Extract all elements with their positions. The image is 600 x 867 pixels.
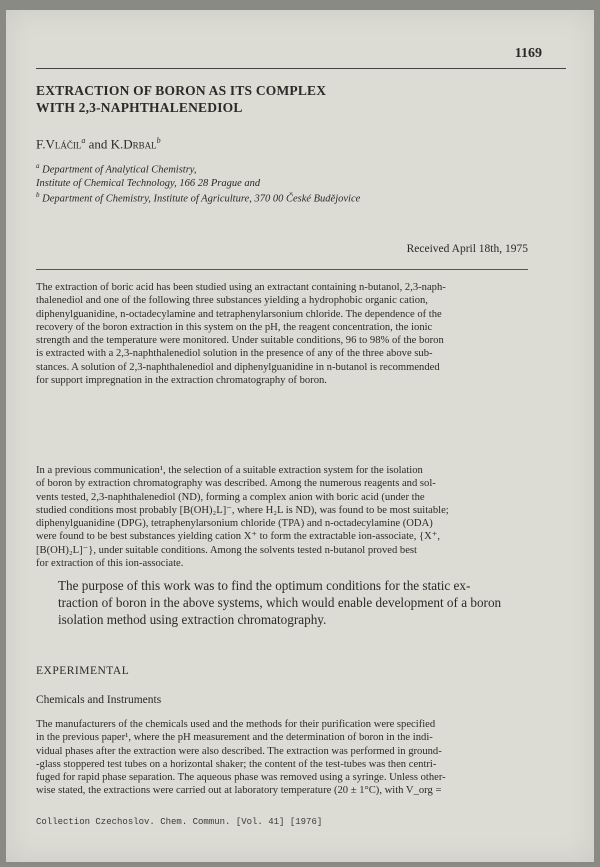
intro-line: In a previous communication¹, the selection of a suitable extraction system for the isolation xyxy=(36,465,423,476)
experimental-line: The manufacturers of the chemicals used and the methods for their purification were specified xyxy=(36,719,436,730)
affiliation-b xyxy=(36,189,360,206)
author-name: K.Drbal xyxy=(110,136,157,152)
received-date: Received April 18th, 1975 xyxy=(406,243,528,255)
experimental-line: -glass stoppered test tubes on a horizontal shaker; the content of the test-tubes was then centri- xyxy=(36,758,437,770)
intro-line: studied conditions most probably [B(OH)₂L]⁻, where H₂L is ND), was found to be most suitable; xyxy=(36,504,449,516)
title-line: EXTRACTION OF BORON AS ITS COMPLEX xyxy=(36,83,327,98)
journal-page xyxy=(6,10,594,862)
abstract-line: thalenediol and one of the following three substances yielding a hydrophobic organic cation, xyxy=(36,295,428,307)
section-heading: EXPERIMENTAL xyxy=(36,665,130,677)
article-title xyxy=(36,82,456,116)
intro-line: [B(OH)₂L]⁻}, under suitable conditions. Among the solvents tested n-butanol proved best xyxy=(36,544,417,556)
experimental-line: fuged for rapid phase separation. The aqueous phase was removed using a syringe. Unless other- xyxy=(36,772,446,784)
affiliation-a xyxy=(36,160,260,190)
affiliation-text: Institute of Chemical Technology, 166 28 Prague and xyxy=(36,177,261,189)
purpose-line: traction of boron in the above systems, which would enable development of a boron xyxy=(58,595,502,610)
abstract-line: stances. A solution of 2,3-naphthalenediol and diphenylguanidine in n-butanol is recommended xyxy=(36,361,440,373)
intro-line: diphenylguanidine (DPG), tetraphenylarsonium chloride (TPA) and n-octadecylamine (ODA) xyxy=(36,518,433,530)
experimental-line: wise stated, the extractions were carried out at laboratory temperature (20 ± 1°C), with V_org = xyxy=(36,785,442,797)
affiliation-text: Department of Analytical Chemistry, xyxy=(39,164,197,176)
affiliation-marker: a xyxy=(36,162,40,170)
abstract-rule xyxy=(36,269,528,270)
abstract-line: The extraction of boric acid has been studied using an extractant containing n-butanol, 2,3-naph- xyxy=(36,282,446,293)
author-joiner: and xyxy=(85,136,111,152)
abstract-line: diphenylguanidine, n-octadecylamine and tetraphenylarsonium chloride. The dependence of the xyxy=(36,308,442,320)
experimental-paragraph xyxy=(36,718,530,798)
intro-line: of boron by extraction chromatography was described. Among the numerous reagents and sol- xyxy=(36,478,436,490)
author-name: F.Vláčil xyxy=(36,136,82,152)
affiliation-marker: b xyxy=(156,136,161,145)
header-rule xyxy=(36,68,566,69)
abstract-line: strength and the temperature were monitored. Under suitable conditions, 96 to 98% of the boron xyxy=(36,335,444,347)
abstract-line: is extracted with a 2,3-naphthalenediol solution in the presence of any of the three above sub- xyxy=(36,348,433,360)
purpose-statement xyxy=(58,577,540,628)
introduction xyxy=(36,464,530,570)
affiliation-marker: a xyxy=(81,136,86,145)
intro-line: vents tested, 2,3-naphthalenediol (ND), forming a complex anion with boric acid (under the xyxy=(36,491,425,503)
affiliation-marker: b xyxy=(36,191,40,199)
title-line: WITH 2,3-NAPHTHALENEDIOL xyxy=(36,100,243,115)
author-list xyxy=(36,136,161,152)
abstract-line: recovery of the boron extraction in this system on the pH, the reagent concentration, the ionic xyxy=(36,321,433,333)
affiliation-text: Department of Chemistry, Institute of Agriculture, 370 00 České Budějovice xyxy=(39,193,361,205)
intro-line: for extraction of this ion-associate. xyxy=(36,558,184,570)
intro-line: were found to be best substances yielding cation X⁺ to form the extractable ion-associate, {X⁺, xyxy=(36,531,440,543)
subsection-heading: Chemicals and Instruments xyxy=(36,694,162,706)
purpose-line: The purpose of this work was to find the optimum conditions for the static ex- xyxy=(58,578,471,593)
journal-footer: Collection Czechoslov. Chem. Commun. [Vol. 41] [1976] xyxy=(36,817,323,827)
experimental-line: in the previous paper¹, where the pH measurement and the determination of boron in the indi- xyxy=(36,732,433,744)
purpose-line: isolation method using extraction chromatography. xyxy=(58,612,327,627)
page-number: 1169 xyxy=(514,46,542,61)
abstract-line: for support impregnation in the extraction chromatography of boron. xyxy=(36,375,327,387)
experimental-line: vidual phases after the extraction were also described. The extraction was performed in ground- xyxy=(36,745,442,757)
abstract xyxy=(36,281,530,387)
